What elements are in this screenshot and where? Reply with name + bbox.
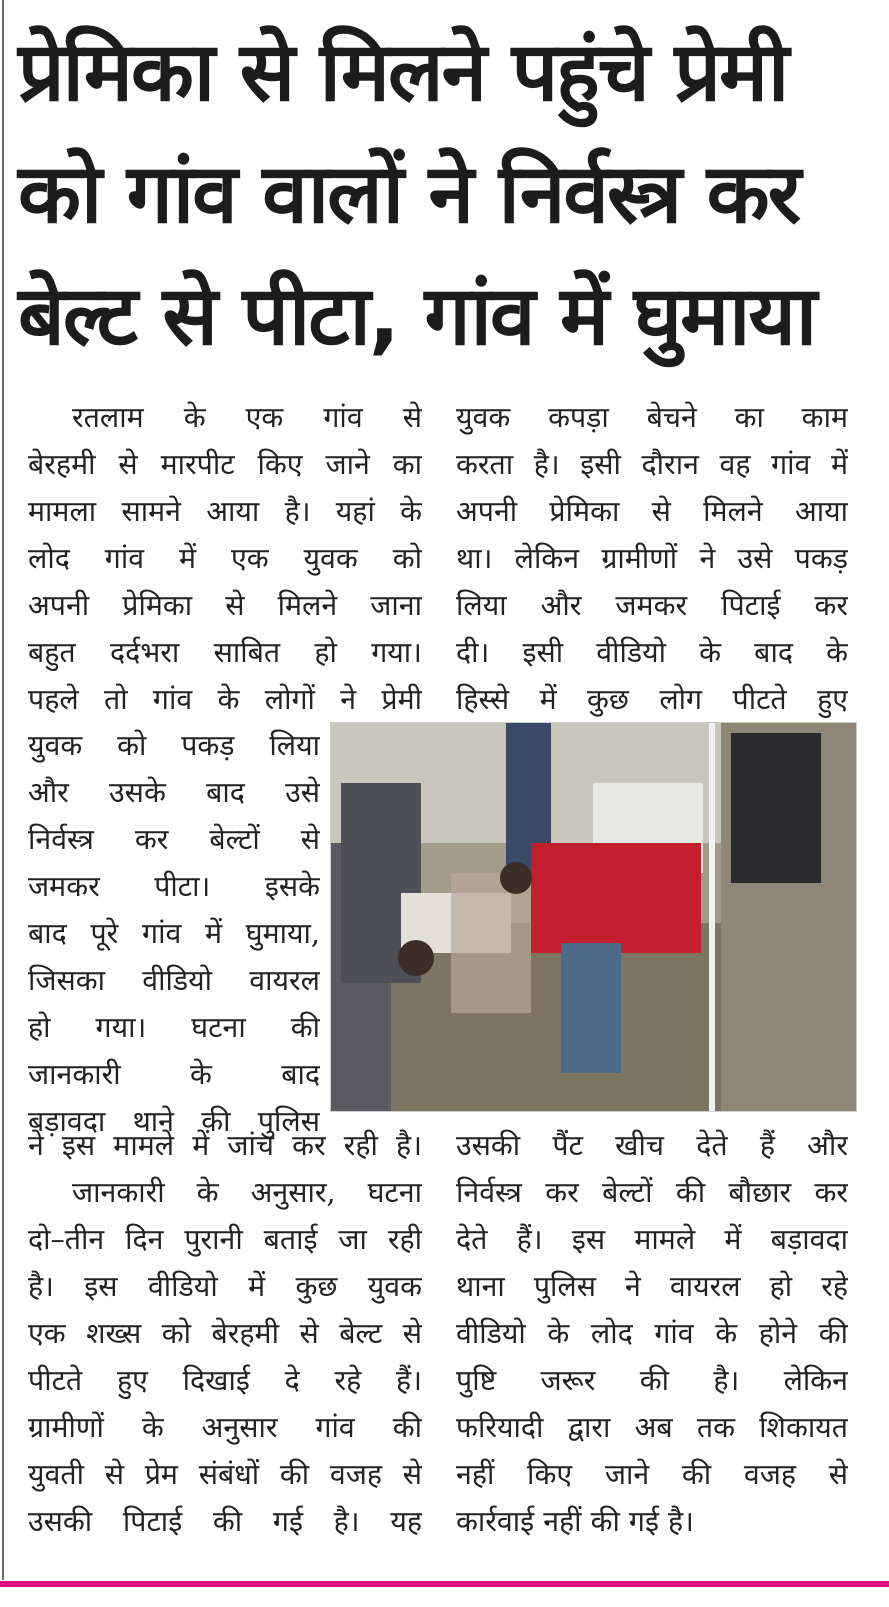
paragraph-line: युवक को पकड़ लिया xyxy=(28,729,320,762)
paragraph-line: एक शख्स को बेरहमी से बेल्ट से xyxy=(28,1317,422,1350)
paragraph-line: रतलाम के एक गांव से xyxy=(72,401,422,434)
paragraph-line: पहले तो गांव के लोगों ने प्रेमी xyxy=(28,683,422,716)
paragraph-line: उसकी पिटाई की गई है। यह xyxy=(28,1505,422,1538)
paragraph-line: पुष्टि जरूर की है। लेकिन xyxy=(456,1364,848,1397)
paragraph-line: पीटते हुए दिखाई दे रहे हैं। xyxy=(28,1364,422,1397)
paragraph-line: उसकी पैंट खीच देते हैं और xyxy=(456,1129,848,1162)
paragraph-line: कार्रवाई नहीं की गई है। xyxy=(456,1505,694,1538)
paragraph-line: नहीं किए जाने की वजह से xyxy=(456,1458,848,1491)
paragraph-line: बहुत दर्दभरा साबित हो गया। xyxy=(28,636,422,669)
article-column-right-top xyxy=(456,394,848,723)
paragraph-line: बाद पूरे गांव में घुमाया, xyxy=(28,917,320,950)
paragraph-line: लिया और जमकर पिटाई कर xyxy=(456,589,848,622)
paragraph-line: जानकारी के बाद xyxy=(28,1058,320,1091)
paragraph-line: मामला सामने आया है। यहां के xyxy=(28,495,422,528)
paragraph-line: करता है। इसी दौरान वह गांव में xyxy=(456,448,848,481)
left-column-rule xyxy=(2,0,4,1580)
paragraph-line: निर्वस्त्र कर बेल्टों से xyxy=(28,823,320,856)
article-column-left-top xyxy=(28,394,422,723)
paragraph-line: दो–तीन दिन पुरानी बताई जा रही xyxy=(28,1223,422,1256)
paragraph-line: देते हैं। इस मामले में बड़ावदा xyxy=(456,1223,848,1256)
headline-line-1: प्रेमिका से मिलने पहुंचे प्रेमी xyxy=(18,25,788,120)
paragraph-line: ने इस मामले में जांच कर रही है। xyxy=(28,1129,422,1162)
paragraph-line: है। इस वीडियो में कुछ युवक xyxy=(28,1270,422,1303)
news-photo xyxy=(330,722,857,1112)
paragraph-line: हो गया। घटना की xyxy=(28,1011,320,1044)
paragraph-line: युवती से प्रेम संबंधों की वजह से xyxy=(28,1458,422,1491)
paragraph-line: हिस्से में कुछ लोग पीटते हुए xyxy=(456,683,848,716)
paragraph-line: बड़ावदा थाने की पुलिस xyxy=(28,1105,320,1138)
article-column-left-mid xyxy=(28,722,320,1145)
paragraph-line: फरियादी द्वारा अब तक शिकायत xyxy=(456,1411,848,1444)
paragraph-line: जानकारी के अनुसार, घटना xyxy=(72,1176,422,1209)
photo-illustration xyxy=(331,723,856,1111)
paragraph-line: वीडियो के लोद गांव के होने की xyxy=(456,1317,848,1350)
article-column-left-bottom xyxy=(28,1122,422,1545)
paragraph-line: बेरहमी से मारपीट किए जाने का xyxy=(28,448,422,481)
paragraph-line: लोद गांव में एक युवक को xyxy=(28,542,422,575)
paragraph-line: और उसके बाद उसे xyxy=(28,776,320,809)
paragraph-line: अपनी प्रेमिका से मिलने आया xyxy=(456,495,848,528)
headline xyxy=(18,12,878,378)
paragraph-line: थाना पुलिस ने वायरल हो रहे xyxy=(456,1270,848,1303)
paragraph-line: युवक कपड़ा बेचने का काम xyxy=(456,401,848,434)
paragraph-line: अपनी प्रेमिका से मिलने जाना xyxy=(28,589,422,622)
paragraph-line: जमकर पीटा। इसके xyxy=(28,870,320,903)
paragraph-line: था। लेकिन ग्रामीणों ने उसे पकड़ xyxy=(456,542,848,575)
article-column-right-bottom xyxy=(456,1122,848,1545)
paragraph-line: जिसका वीडियो वायरल xyxy=(28,964,320,997)
paragraph-line: दी। इसी वीडियो के बाद के xyxy=(456,636,848,669)
headline-line-3: बेल्ट से पीटा, गांव में घुमाया xyxy=(18,269,816,364)
accent-bar xyxy=(0,1581,889,1587)
headline-line-2: को गांव वालों ने निर्वस्त्र कर xyxy=(18,147,800,242)
paragraph-line: ग्रामीणों के अनुसार गांव की xyxy=(28,1411,422,1444)
paragraph-line: निर्वस्त्र कर बेल्टों की बौछार कर xyxy=(456,1176,848,1209)
